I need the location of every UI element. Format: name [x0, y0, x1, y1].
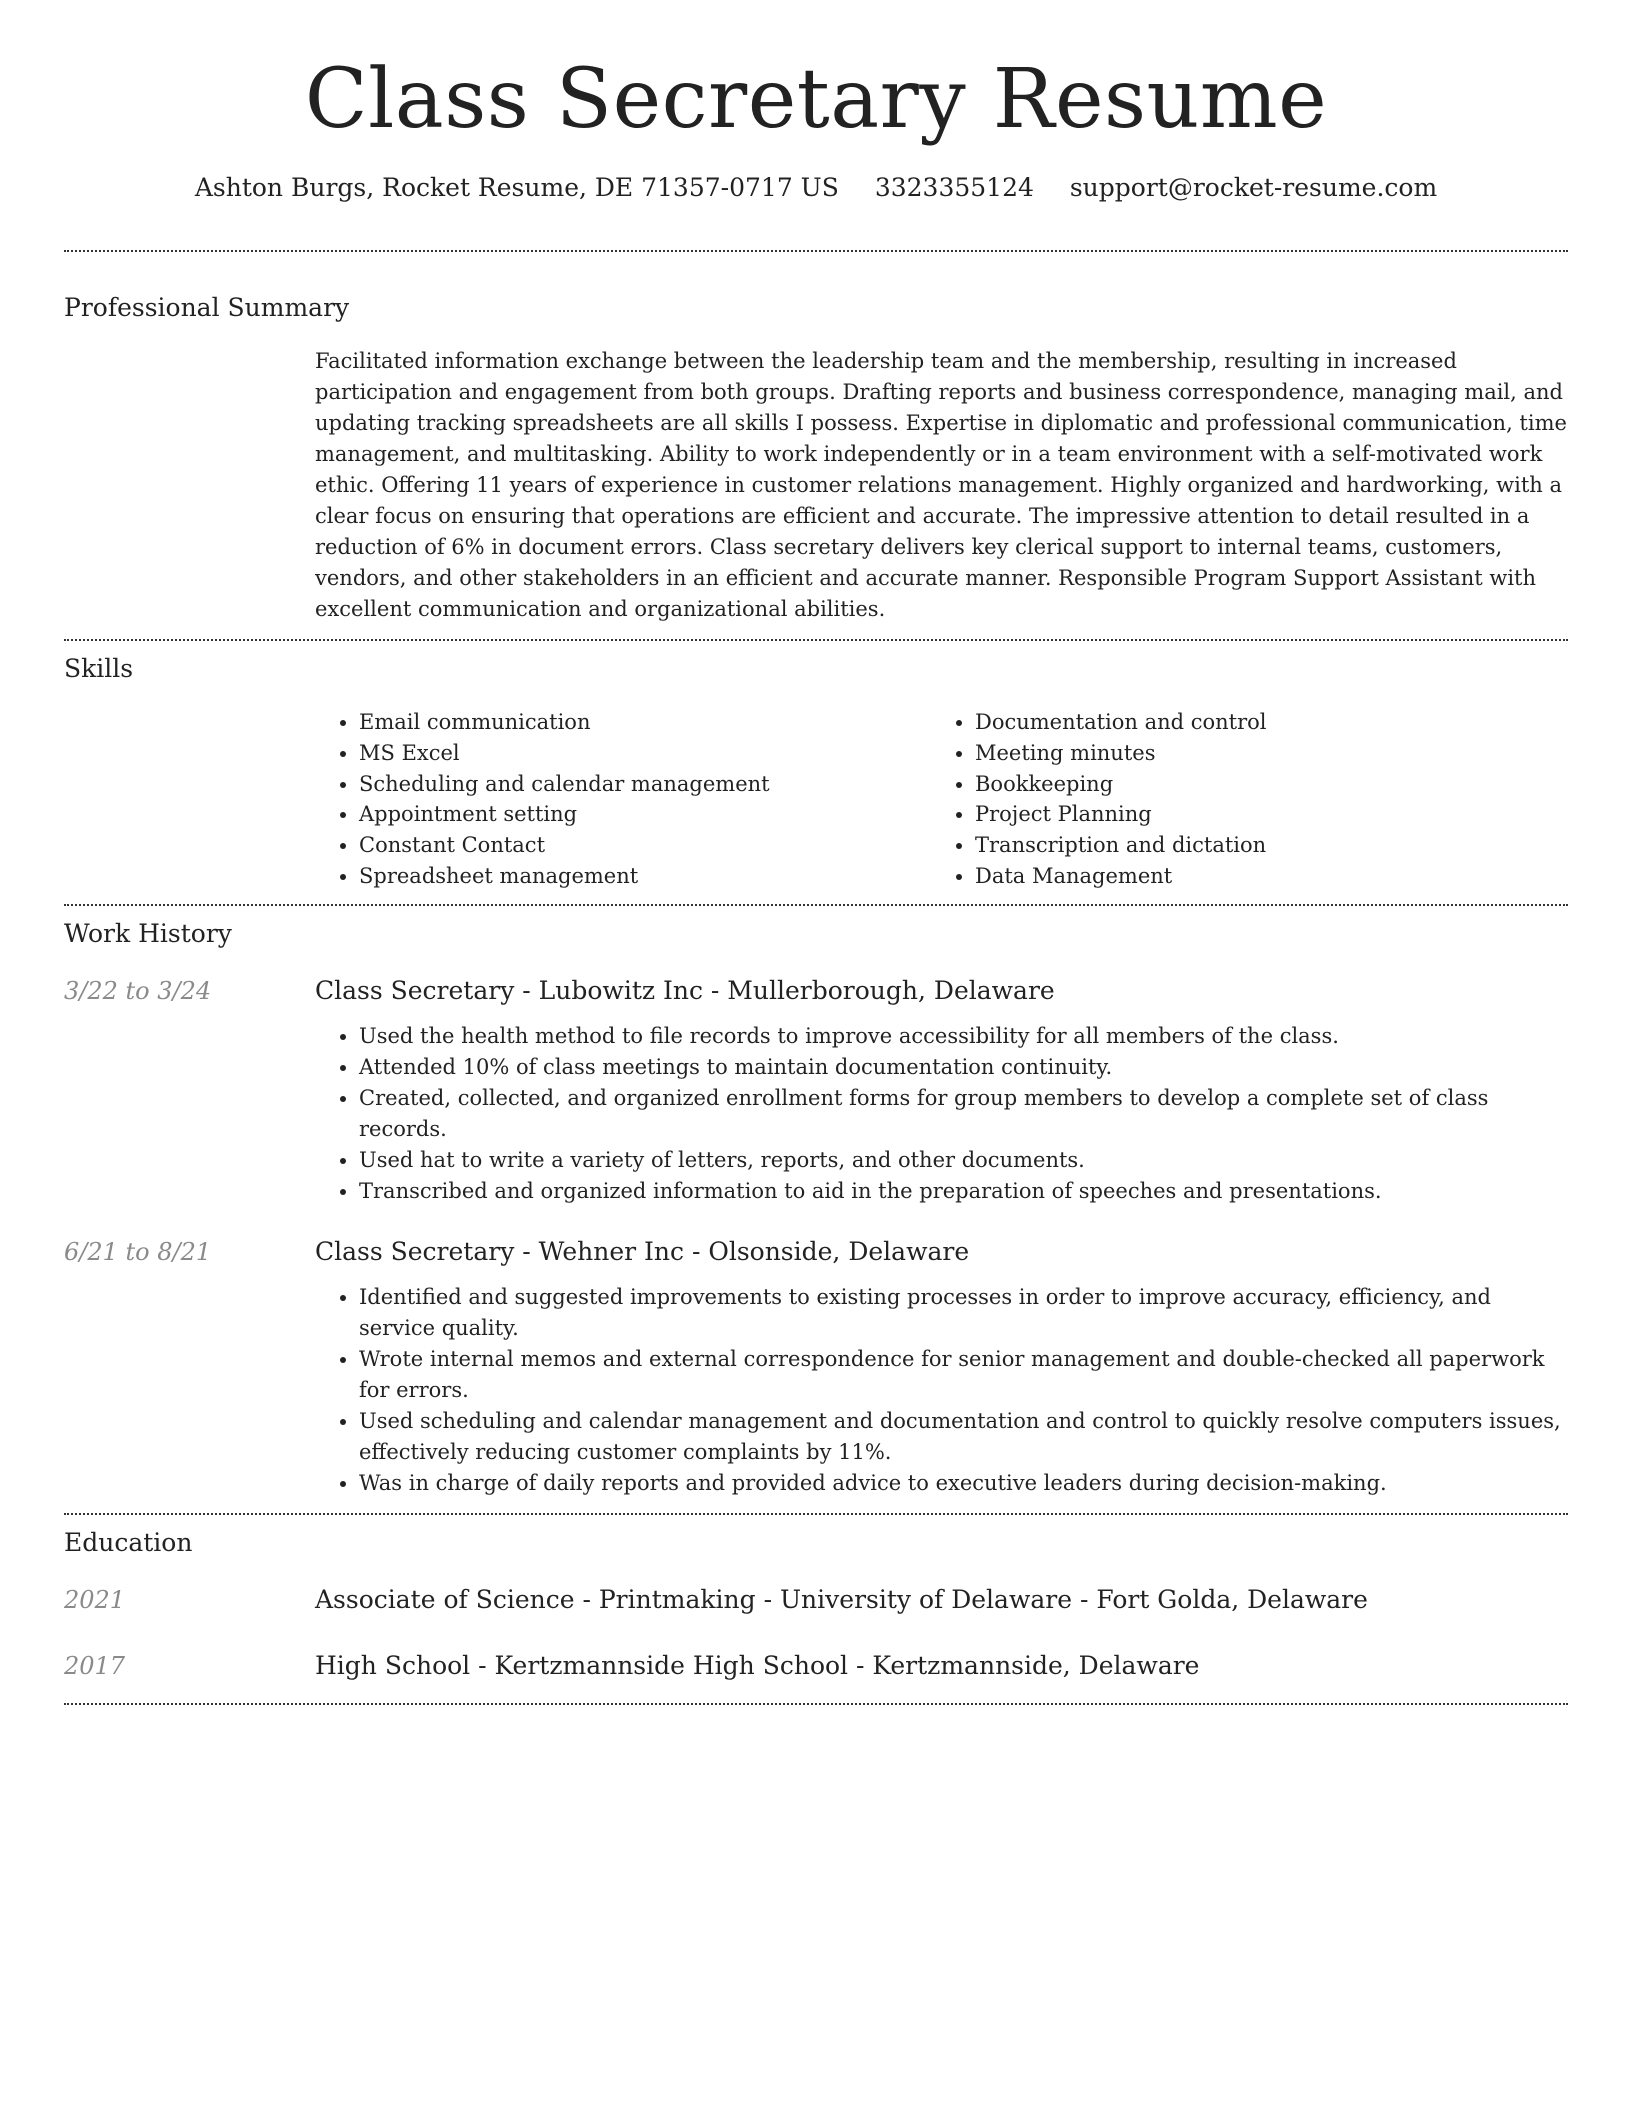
job-bullet: • Was in charge of daily reports and provided advice to executive leaders during decision-making.: [359, 1468, 1568, 1499]
skill-item: • Documentation and control: [975, 707, 1547, 738]
job-dates: 3/22 to 3/24: [64, 976, 212, 1005]
job-body: [315, 976, 1568, 1207]
job-body: [315, 1237, 1568, 1499]
education-title: High School - Kertzmannside High School - Kertzmannside, Delaware: [315, 1650, 1200, 1680]
job-bullets: [315, 1282, 1568, 1499]
job-bullet: • Used the health method to file records to improve accessibility for all members of the class.: [359, 1021, 1568, 1052]
education-year: 2017: [64, 1651, 126, 1680]
job-title: Class Secretary - Lubowitz Inc - Mullerborough, Delaware: [315, 975, 1055, 1005]
job-entry: [64, 950, 1568, 1207]
work-history-section: [64, 906, 1568, 1513]
job-bullet: • Identified and suggested improvements to existing processes in order to improve accuracy, efficiency, and service quality.: [359, 1282, 1568, 1344]
education-body: [315, 1585, 1568, 1615]
skill-item: • Constant Contact: [359, 830, 931, 861]
skills-list-right: [931, 707, 1547, 892]
job-bullet: • Used scheduling and calendar management and documentation and control to quickly resolve computers issues, effectively reducing customer complaints by 11%.: [359, 1406, 1568, 1468]
skill-item: • Email communication: [359, 707, 931, 738]
section-title-education: Education: [64, 1527, 193, 1557]
job-entry: [64, 1207, 1568, 1513]
job-bullet: • Used hat to write a variety of letters, reports, and other documents.: [359, 1145, 1568, 1176]
job-bullet: • Created, collected, and organized enrollment forms for group members to develop a complete set of class records.: [359, 1083, 1568, 1145]
skill-item: • MS Excel: [359, 738, 931, 769]
job-dates: 6/21 to 8/21: [64, 1237, 212, 1266]
section-title-skills: Skills: [64, 654, 134, 683]
job-bullet: • Wrote internal memos and external correspondence for senior management and double-checked all paperwork for errors.: [359, 1344, 1568, 1406]
skill-item: • Appointment setting: [359, 799, 931, 830]
education-entry: [64, 1615, 1568, 1703]
contact-line: [64, 172, 1568, 204]
education-section: [64, 1515, 1568, 1703]
skill-item: • Project Planning: [975, 799, 1547, 830]
contact-email: support@rocket-resume.com: [1069, 173, 1438, 202]
section-title-summary: Professional Summary: [64, 293, 350, 322]
job-bullet: • Transcribed and organized information to aid in the preparation of speeches and presentations.: [359, 1176, 1568, 1207]
skill-item: • Scheduling and calendar management: [359, 769, 931, 800]
education-title: Associate of Science - Printmaking - University of Delaware - Fort Golda, Delaware: [315, 1584, 1368, 1614]
contact-address: Ashton Burgs, Rocket Resume, DE 71357-0717 US: [194, 173, 839, 202]
skills-list-left: [315, 707, 931, 892]
skill-item: • Meeting minutes: [975, 738, 1547, 769]
job-bullet: • Attended 10% of class meetings to maintain documentation continuity.: [359, 1052, 1568, 1083]
skill-item: • Spreadsheet management: [359, 861, 931, 892]
skills-columns: [315, 685, 1568, 904]
resume-title: Class Secretary Resume: [304, 52, 1328, 147]
skill-item: • Bookkeeping: [975, 769, 1547, 800]
professional-summary-section: [64, 252, 1568, 639]
job-title: Class Secretary - Wehner Inc - Olsonside, Delaware: [315, 1236, 970, 1266]
skill-item: • Transcription and dictation: [975, 830, 1547, 861]
education-body: [315, 1651, 1568, 1681]
job-bullets: [315, 1021, 1568, 1207]
skills-section: [64, 641, 1568, 904]
section-title-work: Work History: [64, 918, 232, 948]
divider: [64, 1703, 1568, 1705]
education-entry: [64, 1559, 1568, 1615]
skill-item: • Data Management: [975, 861, 1547, 892]
education-year: 2021: [64, 1585, 126, 1614]
summary-text: Facilitated information exchange between the leadership team and the membership, resulting in increased participation and engagement from both groups. Drafting reports and business correspondence, managing mail, and updating tracking spreadsheets are all skills I possess. Expertise in diplomatic and professional communication, time management, and multitasking. Ability to work independently or in a team environment with a self-motivated work ethic. Offering 11 years of experience in customer relations management. Highly organized and hardworking, with a clear focus on ensuring that operations are efficient and accurate. The impressive attention to detail resulted in a reduction of 6% in document errors. Class secretary delivers key clerical support to internal teams, customers, vendors, and other stakeholders in an efficient and accurate manner. Responsible Program Support Assistant with excellent communication and organizational abilities.: [315, 349, 1567, 621]
contact-phone: 3323355124: [874, 173, 1034, 202]
